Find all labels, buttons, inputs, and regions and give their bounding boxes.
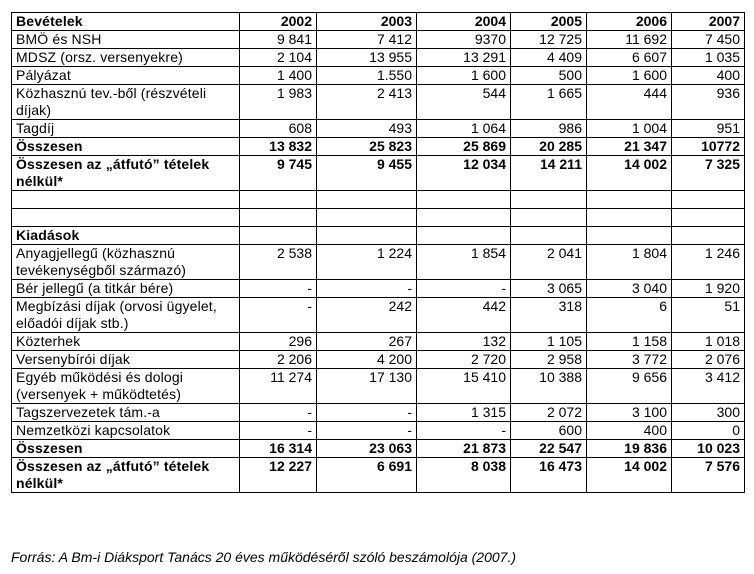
cell: 6 607 xyxy=(587,49,672,67)
cell: 16 473 xyxy=(511,458,587,493)
cell: 16 314 xyxy=(240,440,317,458)
row-label: Pályázat xyxy=(12,67,240,85)
row-label: Versenybírói díjak xyxy=(12,351,240,369)
row-label: Egyéb működési és dologi (versenyek + működtetés) xyxy=(12,369,240,404)
income-total-row xyxy=(12,138,745,156)
cell: 1 004 xyxy=(587,120,672,138)
cell: 1 105 xyxy=(511,333,587,351)
expense-heading: Kiadások xyxy=(12,227,240,245)
blank-row xyxy=(12,209,745,227)
cell: 400 xyxy=(587,422,672,440)
row-label: Tagdíj xyxy=(12,120,240,138)
cell: 4 200 xyxy=(317,351,417,369)
table-row xyxy=(12,85,745,120)
cell: 951 xyxy=(672,120,745,138)
cell: 600 xyxy=(511,422,587,440)
cell: 544 xyxy=(417,85,511,120)
table-row xyxy=(12,298,745,333)
cell: 13 955 xyxy=(317,49,417,67)
row-label: Nemzetközi kapcsolatok xyxy=(12,422,240,440)
row-label: Bér jellegű (a titkár bére) xyxy=(12,280,240,298)
expense-heading-row xyxy=(12,227,745,245)
cell: - xyxy=(417,422,511,440)
cell: 2 076 xyxy=(672,351,745,369)
row-label: Összesen az „átfutó” tételek nélkül* xyxy=(12,458,240,493)
cell: 1 854 xyxy=(417,245,511,280)
cell: 1 804 xyxy=(587,245,672,280)
table-row xyxy=(12,280,745,298)
cell: 8 038 xyxy=(417,458,511,493)
income-heading: Bevételek xyxy=(12,13,240,31)
row-label: Összesen xyxy=(12,138,240,156)
cell: 267 xyxy=(317,333,417,351)
cell: 318 xyxy=(511,298,587,333)
cell: 3 412 xyxy=(672,369,745,404)
cell: 936 xyxy=(672,85,745,120)
cell: 493 xyxy=(317,120,417,138)
cell: 444 xyxy=(587,85,672,120)
cell: 22 547 xyxy=(511,440,587,458)
cell: - xyxy=(240,422,317,440)
header-row xyxy=(12,13,745,31)
table-row xyxy=(12,404,745,422)
year-header: 2005 xyxy=(511,13,587,31)
cell: 14 211 xyxy=(511,156,587,191)
cell: 7 412 xyxy=(317,31,417,49)
cell: 1.550 xyxy=(317,67,417,85)
cell: 12 034 xyxy=(417,156,511,191)
cell: 986 xyxy=(511,120,587,138)
cell: 2 958 xyxy=(511,351,587,369)
cell: 2 206 xyxy=(240,351,317,369)
cell: 21 347 xyxy=(587,138,672,156)
cell: 7 576 xyxy=(672,458,745,493)
row-label: Megbízási díjak (orvosi ügyelet, előadói díjak stb.) xyxy=(12,298,240,333)
cell: 500 xyxy=(511,67,587,85)
cell: 1 246 xyxy=(672,245,745,280)
blank-row xyxy=(12,191,745,209)
cell: 12 227 xyxy=(240,458,317,493)
cell: - xyxy=(317,280,417,298)
cell: - xyxy=(240,404,317,422)
cell: 15 410 xyxy=(417,369,511,404)
cell: 6 xyxy=(587,298,672,333)
cell: 2 104 xyxy=(240,49,317,67)
cell: 1 064 xyxy=(417,120,511,138)
cell: 13 832 xyxy=(240,138,317,156)
row-label: Közterhek xyxy=(12,333,240,351)
table-row xyxy=(12,369,745,404)
table-row xyxy=(12,422,745,440)
cell: 9 745 xyxy=(240,156,317,191)
cell: 14 002 xyxy=(587,156,672,191)
cell: 14 002 xyxy=(587,458,672,493)
cell: 4 409 xyxy=(511,49,587,67)
cell: 1 665 xyxy=(511,85,587,120)
cell: 3 772 xyxy=(587,351,672,369)
cell: 1 224 xyxy=(317,245,417,280)
income-total-excl-row xyxy=(12,156,745,191)
cell: 25 869 xyxy=(417,138,511,156)
cell: 11 274 xyxy=(240,369,317,404)
cell: - xyxy=(240,280,317,298)
table-row xyxy=(12,245,745,280)
cell: 10 388 xyxy=(511,369,587,404)
row-label: Összesen xyxy=(12,440,240,458)
cell: 1 035 xyxy=(672,49,745,67)
year-header: 2004 xyxy=(417,13,511,31)
finance-table xyxy=(11,12,745,493)
cell: 11 692 xyxy=(587,31,672,49)
row-label: Összesen az „átfutó” tételek nélkül* xyxy=(12,156,240,191)
expense-total-excl-row xyxy=(12,458,745,493)
year-header: 2002 xyxy=(240,13,317,31)
row-label: MDSZ (orsz. versenyekre) xyxy=(12,49,240,67)
cell: - xyxy=(240,298,317,333)
table-row xyxy=(12,120,745,138)
cell: 9 455 xyxy=(317,156,417,191)
table-row xyxy=(12,333,745,351)
cell: 1 018 xyxy=(672,333,745,351)
cell: 10 023 xyxy=(672,440,745,458)
cell: 21 873 xyxy=(417,440,511,458)
year-header: 2006 xyxy=(587,13,672,31)
cell: 9 841 xyxy=(240,31,317,49)
cell: 20 285 xyxy=(511,138,587,156)
cell: 19 836 xyxy=(587,440,672,458)
row-label: Anyagjellegű (közhasznú tevékenységből származó) xyxy=(12,245,240,280)
cell: - xyxy=(417,280,511,298)
cell: 2 720 xyxy=(417,351,511,369)
cell: 242 xyxy=(317,298,417,333)
row-label: Tagszervezetek tám.-a xyxy=(12,404,240,422)
table-row xyxy=(12,67,745,85)
cell: 17 130 xyxy=(317,369,417,404)
year-header: 2003 xyxy=(317,13,417,31)
cell: 296 xyxy=(240,333,317,351)
cell: 1 920 xyxy=(672,280,745,298)
cell: 2 413 xyxy=(317,85,417,120)
cell: 132 xyxy=(417,333,511,351)
cell: 1 983 xyxy=(240,85,317,120)
cell: 10772 xyxy=(672,138,745,156)
cell: 1 600 xyxy=(587,67,672,85)
year-header: 2007 xyxy=(672,13,745,31)
expense-total-row xyxy=(12,440,745,458)
cell: 1 600 xyxy=(417,67,511,85)
row-label: BMÖ és NSH xyxy=(12,31,240,49)
cell: 1 400 xyxy=(240,67,317,85)
cell: 51 xyxy=(672,298,745,333)
table-row xyxy=(12,31,745,49)
cell: 7 325 xyxy=(672,156,745,191)
cell: 13 291 xyxy=(417,49,511,67)
cell: - xyxy=(317,404,417,422)
cell: 3 065 xyxy=(511,280,587,298)
row-label: Közhasznú tev.-ből (részvételi díjak) xyxy=(12,85,240,120)
cell: - xyxy=(317,422,417,440)
cell: 400 xyxy=(672,67,745,85)
cell: 2 072 xyxy=(511,404,587,422)
cell: 3 040 xyxy=(587,280,672,298)
cell: 608 xyxy=(240,120,317,138)
cell: 2 538 xyxy=(240,245,317,280)
table-row xyxy=(12,351,745,369)
source-note: Forrás: A Bm-i Diáksport Tanács 20 éves működéséről szóló beszámolója (2007.) xyxy=(11,549,516,565)
cell: 9370 xyxy=(417,31,511,49)
cell: 1 315 xyxy=(417,404,511,422)
cell: 7 450 xyxy=(672,31,745,49)
cell: 25 823 xyxy=(317,138,417,156)
cell: 23 063 xyxy=(317,440,417,458)
cell: 1 158 xyxy=(587,333,672,351)
cell: 300 xyxy=(672,404,745,422)
cell: 12 725 xyxy=(511,31,587,49)
cell: 6 691 xyxy=(317,458,417,493)
cell: 9 656 xyxy=(587,369,672,404)
cell: 3 100 xyxy=(587,404,672,422)
table-row xyxy=(12,49,745,67)
cell: 0 xyxy=(672,422,745,440)
cell: 2 041 xyxy=(511,245,587,280)
finance-table-container xyxy=(11,12,745,493)
cell: 442 xyxy=(417,298,511,333)
